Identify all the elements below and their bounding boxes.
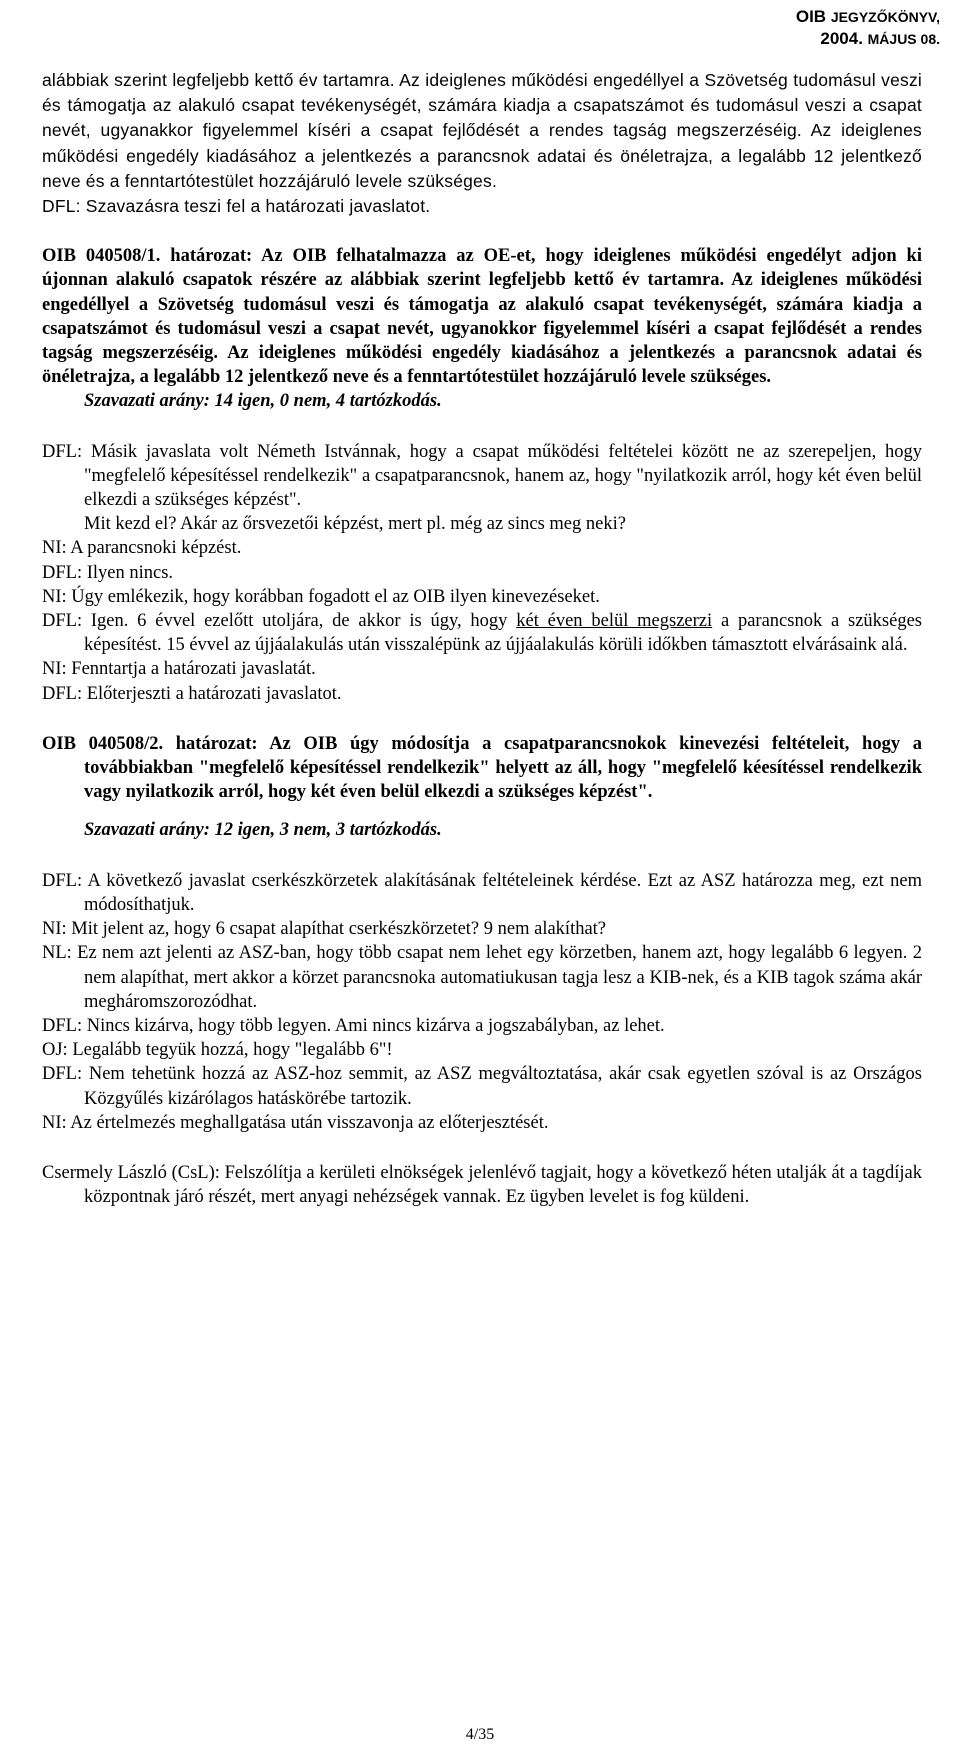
- dfl-statement-8: DFL: Nem tehetünk hozzá az ASZ-hoz semmit, az ASZ megváltoztatása, akár csak egyetlen szóval is az Országos Közgyűlés kizárólagos hatáskörébe tartozik.: [42, 1064, 922, 1109]
- dfl-statement-3: DFL: Ilyen nincs.: [42, 562, 174, 583]
- dfl-statement-5: DFL: Előterjeszti a határozati javaslatot.: [42, 683, 342, 704]
- resolution-040508-1: OIB 040508/1. határozat: Az OIB felhatalmazza az OE-et, hogy ideiglenes működési engedélyt adjon ki újonnan alakuló csapatok részére az alábbiak szerint legfeljebb kettő év tartamra. Az ideiglenes működési engedéllyel a Szövetség tudomásul veszi és támogatja az alakuló csapat tevékenységét, számára kiadja a csapatszámot és tudomásul veszi a csapat nevét, ugyanokkor figyelemmel kíséri a csapat fejlődését a rendes tagság megszerzéséig. Az ideiglenes működési engedély kiadásához a jelentkezés a parancsnok adatai és önéletrajza, a legalább 12 jelentkező neve és a fenntartótestület hozzájáruló levele szükséges.: [42, 246, 922, 388]
- ni-statement-2: NI: Úgy emlékezik, hogy korábban fogadott el az OIB ilyen kinevezéseket.: [42, 586, 600, 607]
- nl-statement-1: NL: Ez nem azt jelenti az ASZ-ban, hogy több csapat nem lehet egy körzetben, hanem azt, hogy legalább 6 legyen. 2 nem alapíthat, mert akkor a körzet parancsnoka automatiukusan tagja lesz a KIB-nek, és a KIB tagok száma akár megháromszorozódhat.: [42, 943, 922, 1012]
- dfl-statement-2-question: Mit kezd el? Akár az őrsvezetői képzést, mert pl. még az sincs meg neki?: [84, 514, 626, 535]
- header-title: OIB JEGYZŐKÖNYV,: [795, 7, 940, 26]
- document-body: [42, 68, 922, 1209]
- vote-result-2: Szavazati arány: 12 igen, 3 nem, 3 tartózkodás.: [84, 820, 442, 841]
- dfl-statement-1: DFL: Szavazásra teszi fel a határozati javaslatot.: [42, 196, 431, 217]
- header-date: 2004. MÁJUS 08.: [820, 29, 940, 48]
- ni-statement-1: NI: A parancsnoki képzést.: [42, 538, 242, 559]
- dfl-statement-6: DFL: A következő javaslat cserkészkörzetek alakításának feltételeinek kérdése. Ezt az ASZ határozza meg, ezt nem módosíthatjuk.: [42, 870, 922, 915]
- oj-statement-1: OJ: Legalább tegyük hozzá, hogy "legalább 6"!: [42, 1040, 393, 1061]
- page-number: 4/35: [465, 1726, 495, 1743]
- vote-result-1: Szavazati arány: 14 igen, 0 nem, 4 tartózkodás.: [84, 391, 442, 412]
- paragraph-continuation: alábbiak szerint legfeljebb kettő év tartamra. Az ideiglenes működési engedéllyel a Szövetség tudomásul veszi és támogatja az alakuló csapat tevékenységét, számára kiadja a csapatszámot és tudomásul veszi a csapat nevét, ugyanakkor figyelemmel kíséri a csapat fejlődését a rendes tagság megszerzéséig. Az ideiglenes működési engedély kiadásához a jelentkezés a parancsnok adatai és önéletrajza, a legalább 12 jelentkező neve és a fenntartótestület hozzájáruló levele szükséges.: [42, 70, 922, 191]
- ni-statement-5: NI: Az értelmezés meghallgatása után visszavonja az előterjesztését.: [42, 1112, 549, 1133]
- dfl-statement-7: DFL: Nincs kizárva, hogy több legyen. Ami nincs kizárva a jogszabályban, az lehet.: [42, 1015, 665, 1036]
- dfl-statement-4: DFL: Igen. 6 évvel ezelőtt utoljára, de akkor is úgy, hogy két éven belül megszerzi a parancsnok a szükséges képesítést. 15 évvel az újjáalakulás után visszalépünk az újjáalakulás körüli időkben támasztott elvárásaink alá.: [42, 611, 922, 656]
- csl-statement-1: Csermely László (CsL): Felszólítja a kerületi elnökségek jelenlévő tagjait, hogy a következő héten utalják át a tagdíjak központnak járó részét, mert anyagi nehézségek vannak. Ez ügyben levelet is fog küldeni.: [42, 1162, 922, 1208]
- page-header: [796, 6, 940, 50]
- dfl-statement-2: DFL: Másik javaslata volt Németh Istvánnak, hogy a csapat működési feltételei között ne az szerepeljen, hogy "megfelelő képesítéssel rendelkezik" a csapatparancsnok, hanem az, hogy "nyilatkozik arról, hogy két éven belül elkezdi a szükséges képzést".: [42, 441, 922, 511]
- resolution-040508-2: OIB 040508/2. határozat: Az OIB úgy módosítja a csapatparancsnokok kinevezési feltételeit, hogy a továbbiakban "megfelelő képesítéssel rendelkezik" helyett az áll, hogy "megfelelő kéesítéssel rendelkezik vagy nyilatkozik arról, hogy két éven belül elkezdi a szükséges képzést".: [42, 733, 922, 803]
- ni-statement-4: NI: Mit jelent az, hogy 6 csapat alapíthat cserkészkörzetet? 9 nem alakíthat?: [42, 919, 607, 940]
- ni-statement-3: NI: Fenntartja a határozati javaslatát.: [42, 659, 316, 680]
